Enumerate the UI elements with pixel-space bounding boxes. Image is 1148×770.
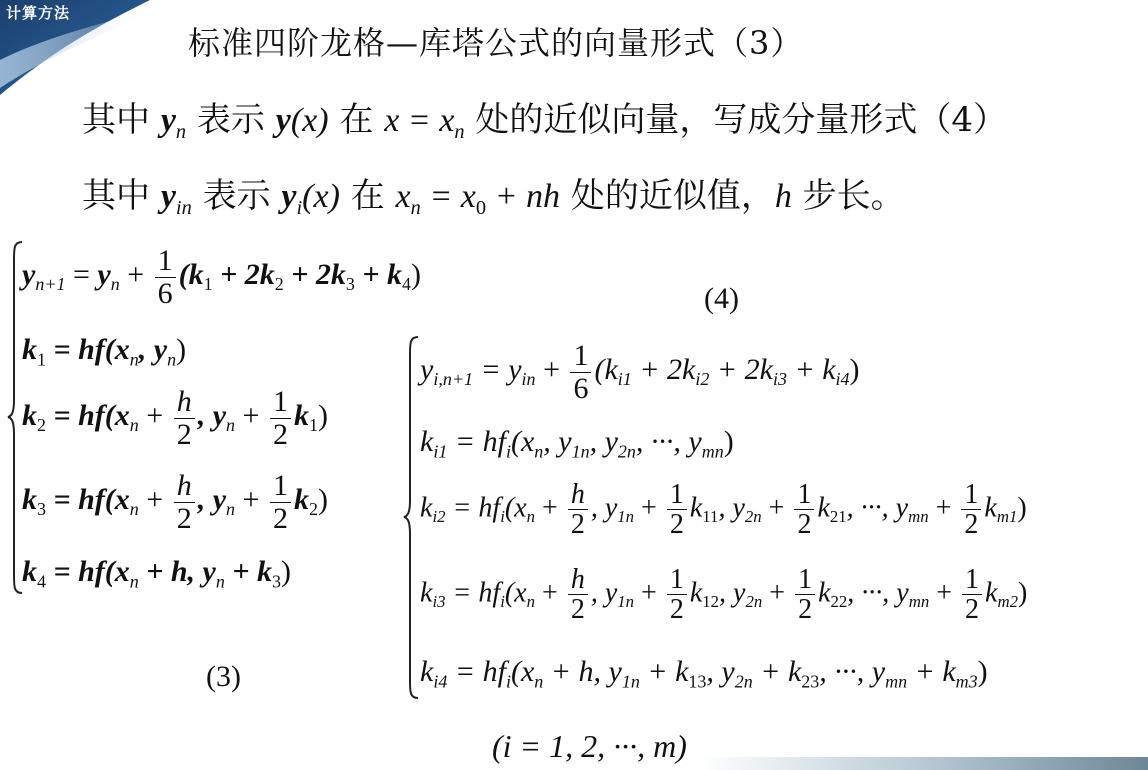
fraction: $\frac{1}{2}$ <box>270 386 291 450</box>
logo-text: 计算方法 <box>6 4 71 22</box>
math-sub: in <box>175 197 192 220</box>
math-var: + nh <box>486 178 561 215</box>
index-range: (i = 1, 2, ···, m) <box>492 728 687 764</box>
equation-yi-next: $y_{i,n+1} = y_{in}$ + $\frac{1}{6}$ $(k_{i1} + 2k_{i2} + 2k_{i3} + k_{i4})$ <box>420 339 860 405</box>
fraction: $\frac{1}{2}$ <box>667 480 687 540</box>
math-var: y <box>281 178 297 215</box>
math-cond: x = x <box>384 102 455 139</box>
equation-label-3: (3) <box>206 660 241 693</box>
text-segment: 处的近似值， <box>560 176 775 216</box>
math-arg: (x) <box>302 178 340 215</box>
fraction: $\frac{1}{2}$ <box>795 565 815 625</box>
text-segment: 其中 <box>82 176 161 216</box>
math-var: y <box>160 102 176 139</box>
fraction: $\frac{1}{2}$ <box>961 480 981 540</box>
text-segment: 表示 <box>186 100 276 140</box>
text-segment: 步长。 <box>791 176 905 216</box>
fraction: $\frac{h}{2}$ <box>568 565 588 625</box>
equation-k2: $k_2 = hf(x_n$ + $\frac{h}{2}$ , $y_n$ + $\frac{1}{2}$ $k_1$) <box>22 385 328 451</box>
fraction: $\frac{1}{2}$ <box>270 470 291 534</box>
equation-ki3: $k_{i3} = hf_i(x_n$ + $\frac{h}{2}$ , $y_{1n}$ + $\frac{1}{2}$ $k_{12}$, $y_{2n}$ + $\frac{1}{2}$ $k_{22}$, ···, $y_{mn}$ + $\frac{1}{2}$ $k_{m2}$) <box>420 564 1028 626</box>
math-arg: (x) <box>290 102 329 139</box>
equation-ki1: $k_{i1} = hf_i(x_n$, $y_{1n}$, $y_{2n}$, ···, $y_{mn}$) <box>420 425 734 462</box>
footer-decoration <box>700 757 1148 770</box>
fraction: $\frac{1}{6}$ <box>155 245 176 309</box>
equation-k4: $k_4 = hf(x_n + h$, $y_n + k_3$) <box>22 555 291 592</box>
text-segment: 在 <box>328 100 385 140</box>
text-segment: 在 <box>339 176 396 216</box>
text-segment: 表示 <box>191 176 282 216</box>
left-brace-icon <box>402 335 422 700</box>
math-var: x <box>395 178 411 215</box>
equation-ki2: $k_{i2} = hf_i(x_n$ + $\frac{h}{2}$ , $y_{1n}$ + $\frac{1}{2}$ $k_{11}$, $y_{2n}$ + $\frac{1}{2}$ $k_{21}$, ···, $y_{mn}$ + $\frac{1}{2}$ $k_{m1}$) <box>420 479 1027 541</box>
equation-ki4: $k_{i4} = hf_i(x_n + h$, $y_{1n} + k_{13}$, $y_{2n} + k_{23}$, ···, $y_{mn} + k_{m3}$) <box>420 655 988 692</box>
slide-title: 标准四阶龙格—库塔公式的向量形式（3） <box>188 24 804 62</box>
text-segment: 其中 <box>82 100 161 140</box>
fraction: $\frac{1}{2}$ <box>667 565 687 625</box>
equation-label-4: (4) <box>704 282 739 315</box>
equation-k3: $k_3 = hf(x_n$ + $\frac{h}{2}$ , $y_n$ + $\frac{1}{2}$ $k_2$) <box>22 469 328 535</box>
equation-k1: $k_1 = hf(x_n$, $y_n$) <box>22 333 187 370</box>
text-segment: 处的近似向量，写成分量形式（4） <box>464 100 1007 140</box>
intro-line-2 <box>82 168 905 220</box>
fraction: $\frac{1}{2}$ <box>794 480 814 540</box>
math-sub: n <box>454 121 465 144</box>
math-sub: 0 <box>475 197 487 220</box>
math-var: = x <box>420 178 476 215</box>
fraction: $\frac{h}{2}$ <box>174 470 195 534</box>
equation-y-next: $y_{n+1} = y_n$ + $\frac{1}{6}$ $(k_1 + 2k_2 + 2k_3 + k_4)$ <box>22 244 421 310</box>
math-var: y <box>275 102 291 139</box>
fraction: $\frac{1}{2}$ <box>962 565 982 625</box>
fraction: $\frac{1}{6}$ <box>570 340 591 404</box>
math-sub: n <box>175 121 187 144</box>
fraction: $\frac{h}{2}$ <box>174 386 195 450</box>
math-var: h <box>774 178 792 215</box>
course-logo <box>0 0 190 95</box>
math-var: y <box>160 178 176 215</box>
math-sub: i <box>296 197 303 220</box>
math-sub: n <box>410 197 421 220</box>
fraction: $\frac{h}{2}$ <box>568 480 588 540</box>
intro-line-1 <box>82 92 1007 144</box>
